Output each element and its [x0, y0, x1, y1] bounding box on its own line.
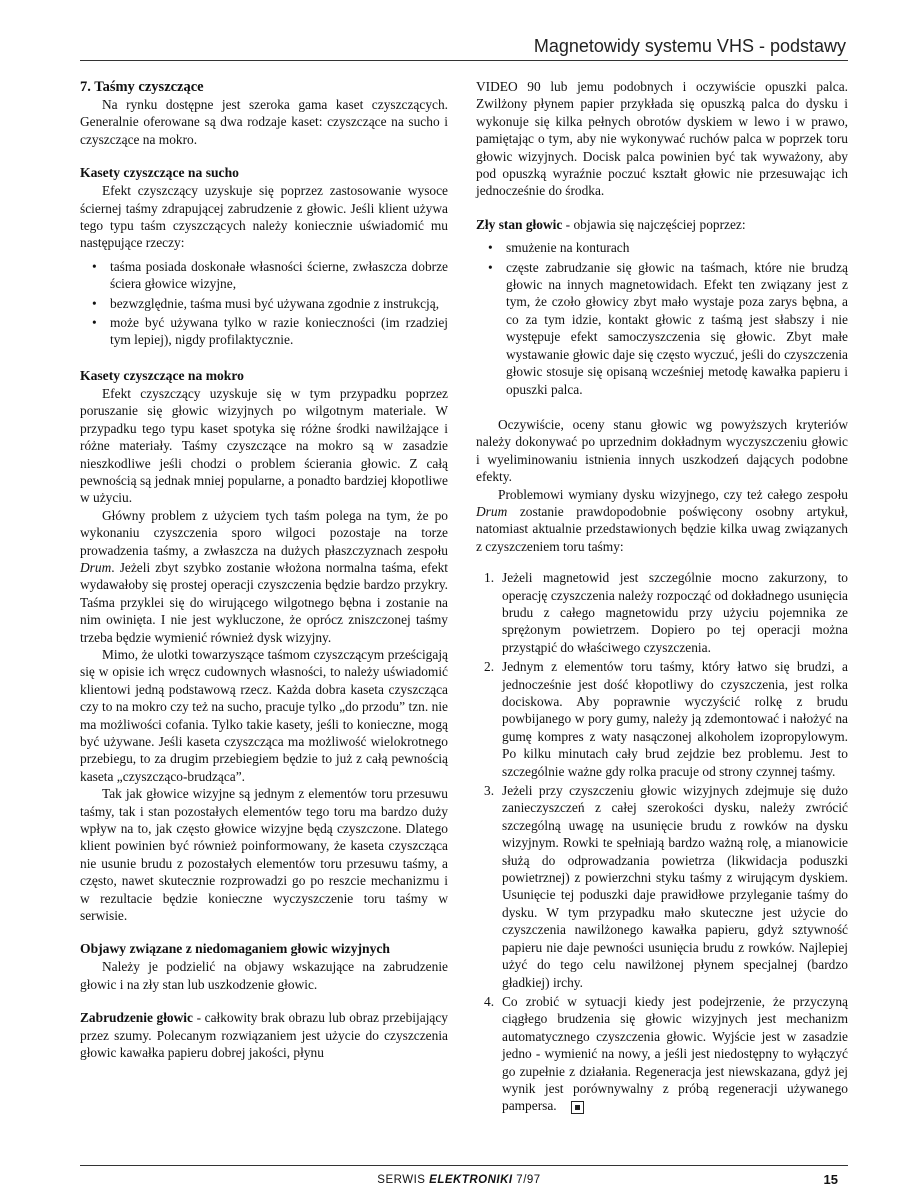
footer-rule — [80, 1165, 848, 1166]
dry-cassettes-heading: Kasety czyszczące na sucho — [80, 165, 239, 181]
footer-magazine-name: SERWIS ELEKTRONIKI 7/97 — [377, 1174, 541, 1186]
list-item: • taśma posiada doskonałe własności ścierne, zwłaszcza dobrze ściera głowice wizyjne, — [80, 258, 448, 293]
dry-cassettes-paragraph: Efekt czyszczący uzyskuje się poprzez zastosowanie wysoce ściernej taśmy zdrapującej zabrudzenie z głowic. Jeśli klient używa tego typu taśm czyszczących należy koniecznie uświadomić mu następujące rzeczy: — [80, 183, 448, 251]
wet-cassettes-paragraph-1: Efekt czyszczący uzyskuje się w tym przypadku poprzez poruszanie się głowic wizyjnych po wilgotnym materiale. W przypadku tego typu kaset spotyka się różne środki nawilżające i różne materiały. Taśmy czyszczące na mokro są w zasadzie nieszkodliwe jeśli chodzi o problem ścierania głowic. Z całą pewnością są jednak mniej popularne, a ponadto bardziej kłopotliwe w użyciu. — [80, 385, 448, 506]
right-column — [476, 78, 848, 1117]
wet-cassettes-paragraph-3: Mimo, że ulotki towarzyszące taśmom czyszczącym prześcigają się w opisie ich wręcz cudownych własności, to należy uświadomić klientowi jedną podstawową rzecz. Każda dobra kaseta czyszcząca czy to na mokro czy też na sucho, pracuje tylko „do przodu” tzn. nie ma możliwości cofania. Tylko takie kasety, jeśli to konieczne, mogą być używane. Jeśli kaseta czyszcząca ma możliwość wielokrotnego przebiegu, to za drugim przebiegiem będzie to już z całą pewnością kaseta „czyszcząco-brudząca”. — [80, 646, 448, 784]
symptoms-paragraph: Należy je podzielić na objawy wskazujące na zabrudzenie głowic i na zły stan lub uszkodzenie głowic. — [80, 959, 448, 992]
dirty-heads-paragraph: Zabrudzenie głowic - całkowity brak obrazu lub obraz przebijający przez szumy. Polecanym rozwiązaniem jest użycie do czyszczenia głowic kawałka papieru dobrej jakości, płynu — [80, 1010, 448, 1061]
list-item: • smużenie na konturach — [476, 239, 848, 256]
running-header-title: Magnetowidy systemu VHS - podstawy — [533, 36, 846, 56]
cleaning-tips-list — [476, 569, 848, 1115]
left-column — [80, 78, 448, 1062]
assessment-paragraph: Oczywiście, oceny stanu głowic wg powyższych kryteriów należy dokonywać po uprzednim dokładnym wyczyszczeniu głowic i wyeliminowaniu istnienia innych uszkodzeń dających podobne efekty. — [476, 416, 848, 485]
intro-paragraph: Na rynku dostępne jest szeroka gama kaset czyszczących. Generalnie oferowane są dwa rodzaje kaset: czyszczące na sucho i czyszczące na mokro. — [80, 97, 448, 147]
wet-cassettes-heading: Kasety czyszczące na mokro — [80, 367, 244, 383]
section-title: 7. Taśmy czyszczące — [80, 79, 204, 95]
end-of-article-icon — [571, 1101, 584, 1114]
symptoms-heading: Objawy związane z niedomaganiem głowic wizyjnych — [80, 941, 390, 957]
list-item: 4. Co zrobić w sytuacji kiedy jest podejrzenie, że przyczyną ciągłego brudzenia się głowic wizyjnych jest mechanizm automatycznego czyszczenia głowic. Wyjście jest w zasadzie jedno - wymienić na nowy, a jeśli jest niedostępny to wyłączyć go zupełnie z działania. Regeneracja jest niewskazana, gdyż jej wynik jest porównywalny z próbą regeneracji używanego pampersa. — [484, 993, 848, 1114]
list-item: • bezwzględnie, taśma musi być używana zgodnie z instrukcją, — [80, 295, 448, 312]
dry-cassettes-list — [80, 258, 448, 349]
list-item: 3. Jeżeli przy czyszczeniu głowic wizyjnych zdejmuje się dużo zanieczyszczeń z całej szerokości dysku, należy zwrócić szczególną uwagę na usunięcie brudu z rowków na dysku wizyjnym. Rowki te spełniają bardzo ważną rolę, a mianowicie służą do odprowadzania powietrza (likwidacja poduszki powietrznej) z powierzchni styku taśmy z wirującym dyskiem. Usunięcie tej poduszki daje prawidłowe przyleganie taśmy do dysku. W tym przypadku mało skuteczne jest użycie do czyszczenia nawilżonego kawałka papieru, gdyż sztywność papieru nie daje pewności usunięcia brudu z rowków. Najlepiej użyć do tego celu nawilżonej płynem specjalnej (bardzo gładkiej) irchy. — [484, 783, 848, 990]
wet-cassettes-paragraph-2: Główny problem z użyciem tych taśm polega na tym, że po wykonaniu czyszczenia sporo wilgoci pozostaje na torze prowadzenia taśmy, a zwłaszcza na dużych płaszczyznach zespołu Drum. Jeżeli zbyt szybko zostanie włożona normalna taśma, efekt wydawałoby się prostej operacji czyszczenia będzie bardzo przykry. Taśma przyklei się do wirującego wilgotnego bębna i zostanie na nim owinięta. I nie jest wykluczone, że oprócz zniszczonej taśmy trzeba będzie wymienić również dysk wizyjny. — [80, 507, 448, 645]
list-item: • może być używana tylko w razie konieczności (im rzadziej tym lepiej), nigdy profilaktycznie. — [80, 314, 448, 349]
bad-heads-list — [476, 239, 848, 398]
list-item: 2. Jednym z elementów toru taśmy, który łatwo się brudzi, a jednocześnie jest dość kłopotliwy do czyszczenia, jest rolka dociskowa. Aby poprawnie wyczyścić rolkę z brudu powbijanego w pory gumy, należy ją zdemontować i nałożyć na gumę kompres z waty nasączonej alkoholem izopropylowym. Po kilku minutach cały brud zejdzie bez problemu. Jest to szczególnie ważne gdy rolka pracuje od strony czynnej taśmy. — [484, 659, 848, 779]
page-number: 15 — [823, 1172, 838, 1187]
list-item: 1. Jeżeli magnetowid jest szczególnie mocno zakurzony, to operację czyszczenia należy rozpocząć od dokładnego usunięcia brudu z całego magnetowidu przy użyciu pojemnika ze sprężonym powietrzem. Dopiero po tej operacji można przystąpić do właściwego czyszczenia. — [484, 570, 848, 655]
bad-heads-paragraph: Zły stan głowic - objawia się najczęściej poprzez: — [476, 216, 746, 232]
header-rule — [80, 60, 848, 61]
list-item: • częste zabrudzanie się głowic na taśmach, które nie brudzą głowic na innych magnetowidach. Efekt ten związany jest z tym, że czoło głowicy zbyt mało wystaje poza zarys bębna, a co za tym idzie, kontakt głowic z taśmą jest słabszy i nie występuje efekt samoczyszczenia się głowic. Zbyt małe wystawanie głowic daje się często wyczuć, jeśli do czyszczenia głowic stosuje się opisaną wcześniej metodę kawałka papieru i opuszki palca. — [476, 259, 848, 398]
wet-cassettes-paragraph-4: Tak jak głowice wizyjne są jednym z elementów toru przesuwu taśmy, tak i stan pozostałych elementów tego toru ma bardzo duży wpływ na to, jak często głowice wizyjne będą czyszczone. Dlatego klient powinien być również poinformowany, że kaseta czyszcząca nie usunie brudu z pozostałych elementów toru przesuwu taśmy, a często, nawet skutecznie rozprowadzi go po reszcie mechanizmu i w rezultacie będzie konieczne wyczyszczenie toru taśmy w serwisie. — [80, 786, 448, 924]
continued-paragraph: VIDEO 90 lub jemu podobnych i oczywiście opuszki palca. Zwilżony płynem papier przykłada się opuszką palca do dysku i wykonuje się kilka pełnych obrotów dyskiem w lewo i w prawo, pamiętając o tym, aby nie wykonywać ruchów palca w poprzek toru głowic wizyjnych. Docisk palca powinien być tak wyważony, aby pod opuszką wyraźnie poczuć kształt głowic nie przesuwając ich jednocześnie do środka. — [476, 79, 848, 199]
drum-replacement-paragraph: Problemowi wymiany dysku wizyjnego, czy też całego zespołu Drum zostanie prawdopodobnie poświęcony osobny artykuł, natomiast aktualnie przedstawionych będzie kilka uwag związanych z czyszczeniem toru taśmy: — [476, 486, 848, 554]
